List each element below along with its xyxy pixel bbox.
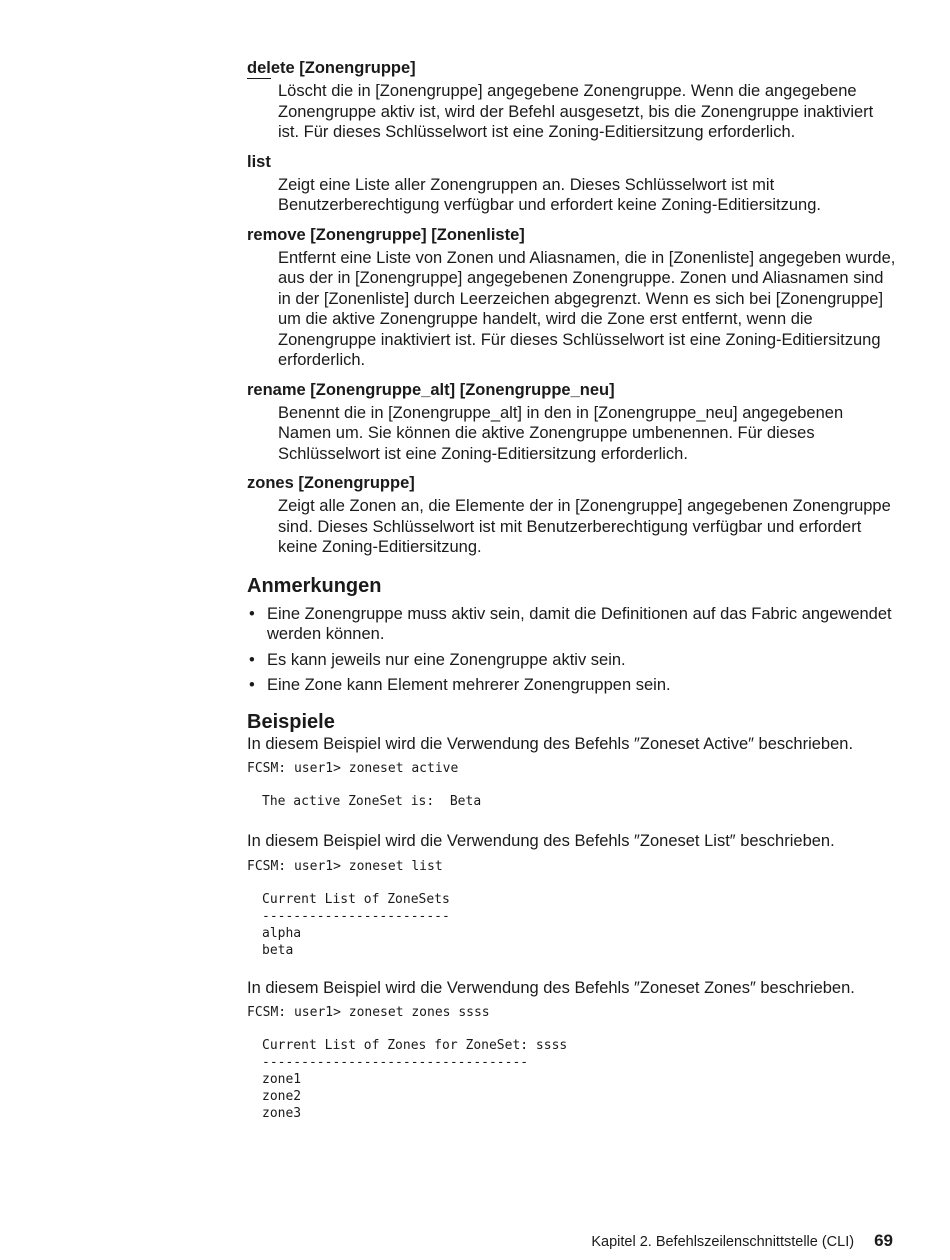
example-output: The active ZoneSet is: Beta <box>262 794 482 809</box>
notes-list <box>247 604 897 696</box>
example-block <box>247 978 897 1123</box>
entry-delete <box>247 58 897 143</box>
page-content <box>247 58 897 1122</box>
example-intro: In diesem Beispiel wird die Verwendung des Befehls ″Zoneset Active″ beschrieben. <box>247 734 854 753</box>
term-underline <box>247 78 271 79</box>
list-item: • Es kann jeweils nur eine Zonengruppe aktiv sein. <box>249 650 626 669</box>
bullet-icon: • <box>249 676 255 694</box>
entry-term: rename [Zonengruppe_alt] [Zonengruppe_neu] <box>247 380 615 399</box>
example-intro: In diesem Beispiel wird die Verwendung des Befehls ″Zoneset List″ beschrieben. <box>247 832 835 850</box>
example-command: FCSM: user1> zoneset list <box>247 858 443 874</box>
bullet-icon: • <box>249 604 255 623</box>
entry-remove <box>247 225 897 371</box>
list-item: • Eine Zone kann Element mehrerer Zonengruppen sein. <box>249 676 671 694</box>
example-intro: In diesem Beispiel wird die Verwendung des Befehls ″Zoneset Zones″ beschrieben. <box>247 978 855 997</box>
entry-description: Benennt die in [Zonengruppe_alt] in den in [Zonengruppe_neu] angegebenen Namen um. Sie können die aktive Zonengruppe umbenennen. Für dieses Schlüsselwort ist eine Zoning-Editiersitzung erforderlich. <box>278 403 844 463</box>
entry-term: list <box>247 152 271 171</box>
example-block <box>247 734 897 811</box>
entry-description: Löscht die in [Zonengruppe] angegebene Zonengruppe. Wenn die angegebene Zonengruppe aktiv ist, wird der Befehl ausgesetzt, bis die Zonengruppe inaktiviert ist. Für dieses Schlüsselwort ist eine Zoning-Editiersitzung erforderlich. <box>278 82 874 141</box>
entry-description: Zeigt alle Zonen an, die Elemente der in [Zonengruppe] angegebenen Zonengruppe sind. Dieses Schlüsselwort ist mit Benutzerberechtigung verfügbar und erfordert keine Zoning-Editiersitzung. <box>278 497 891 556</box>
notes-heading: Anmerkungen <box>247 574 382 597</box>
bullet-icon: • <box>249 650 255 669</box>
entry-term: zones [Zonengruppe] <box>247 474 415 492</box>
entry-list <box>247 152 897 216</box>
page-number: 69 <box>874 1231 893 1250</box>
entry-zones <box>247 473 897 558</box>
example-block <box>247 831 897 959</box>
example-command: FCSM: user1> zoneset active <box>247 761 459 776</box>
chapter-title: Kapitel 2. Befehlszeilenschnittstelle (CLI) <box>591 1234 855 1250</box>
entry-description: Zeigt eine Liste aller Zonengruppen an. Dieses Schlüsselwort ist mit Benutzerberechtigung verfügbar und erfordert keine Zoning-Editiersitzung. <box>278 175 821 214</box>
page-footer <box>591 1231 893 1251</box>
example-output: Current List of Zones for ZoneSet: ssss ---------------------------------- zone1 zone2 zone3 <box>262 1038 568 1121</box>
example-command: FCSM: user1> zoneset zones ssss <box>247 1005 490 1020</box>
entry-term: remove [Zonengruppe] [Zonenliste] <box>247 225 525 244</box>
example-output: Current List of ZoneSets ------------------------ alpha beta <box>262 891 450 958</box>
examples-heading: Beispiele <box>247 710 335 733</box>
entry-term: delete [Zonengruppe] <box>247 59 416 77</box>
list-item: • Eine Zonengruppe muss aktiv sein, damit die Definitionen auf das Fabric angewendet werden können. <box>249 604 892 643</box>
entry-rename <box>247 380 897 465</box>
entry-description: Entfernt eine Liste von Zonen und Aliasnamen, die in [Zonenliste] angegeben wurde, aus der in [Zonengruppe] angegebenen Zonengruppe. Zonen und Aliasnamen sind in der [Zonenliste] durch Leerzeichen abgegrenzt. Wenn es sich bei [Zonengruppe] um die aktive Zonengruppe handelt, wird die Zone erst entfernt, wenn die Zonengruppe inaktiviert ist. Für dieses Schlüsselwort ist eine Zoning-Editiersitzung erforderlich. <box>278 248 896 369</box>
